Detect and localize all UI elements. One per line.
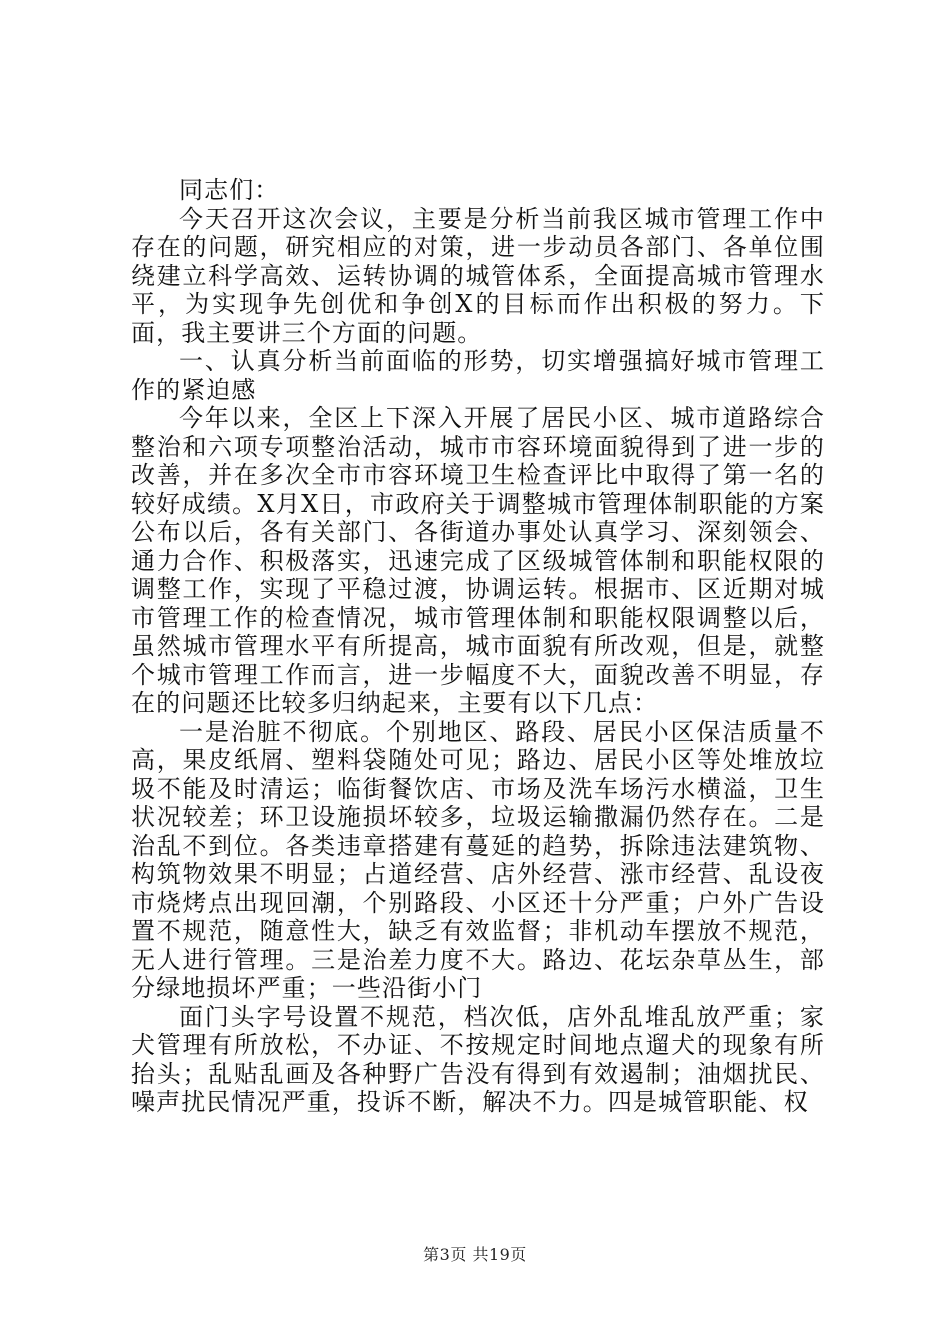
page-number-footer: 第3页 共19页 (423, 1245, 527, 1264)
body-paragraph: 面门头字号设置不规范，档次低，店外乱堆乱放严重；家犬管理有所放松，不办证、不按规定时间地点遛犬的现象有所抬头；乱贴乱画及各种野广告没有得到有效遏制；油烟扰民、噪声扰民情况严重，投诉不断，解决不力。四是城管职能、权 (131, 1002, 825, 1116)
section-heading: 一、认真分析当前面临的形势，切实增强搞好城市管理工作的紧迫感 (131, 347, 825, 404)
body-paragraph: 今年以来，全区上下深入开展了居民小区、城市道路综合整治和六项专项整治活动，城市市容环境面貌得到了进一步的改善，并在多次全市市容环境卫生检查评比中取得了第一名的较好成绩。X月X日，市政府关于调整城市管理体制职能的方案公布以后，各有关部门、各街道办事处认真学习、深刻领会、通力合作、积极落实，迅速完成了区级城管体制和职能权限的调整工作，实现了平稳过渡，协调运转。根据市、区近期对城市管理工作的检查情况，城市管理体制和职能权限调整以后，虽然城市管理水平有所提高，城市面貌有所改观，但是，就整个城市管理工作而言，进一步幅度不大，面貌改善不明显，存在的问题还比较多归纳起来，主要有以下几点： (131, 404, 825, 717)
intro-paragraph: 今天召开这次会议，主要是分析当前我区城市管理工作中存在的问题，研究相应的对策，进一步动员各部门、各单位围绕建立科学高效、运转协调的城管体系，全面提高城市管理水平，为实现争先创优和争创X的目标而作出积极的努力。下面，我主要讲三个方面的问题。 (131, 204, 825, 347)
document-body (131, 176, 825, 1117)
body-paragraph: 一是治脏不彻底。个别地区、路段、居民小区保洁质量不高，果皮纸屑、塑料袋随处可见；路边、居民小区等处堆放垃圾不能及时清运；临街餐饮店、市场及洗车场污水横溢，卫生状况较差；环卫设施损坏较多，垃圾运输撒漏仍然存在。二是治乱不到位。各类违章搭建有蔓延的趋势，拆除违法建筑物、构筑物效果不明显；占道经营、店外经营、涨市经营、乱设夜市烧烤点出现回潮，个别路段、小区还十分严重；户外广告设置不规范，随意性大，缺乏有效监督；非机动车摆放不规范，无人进行管理。三是治差力度不大。路边、花坛杂草丛生，部分绿地损坏严重；一些沿街小门 (131, 717, 825, 1002)
salutation: 同志们： (179, 176, 280, 204)
